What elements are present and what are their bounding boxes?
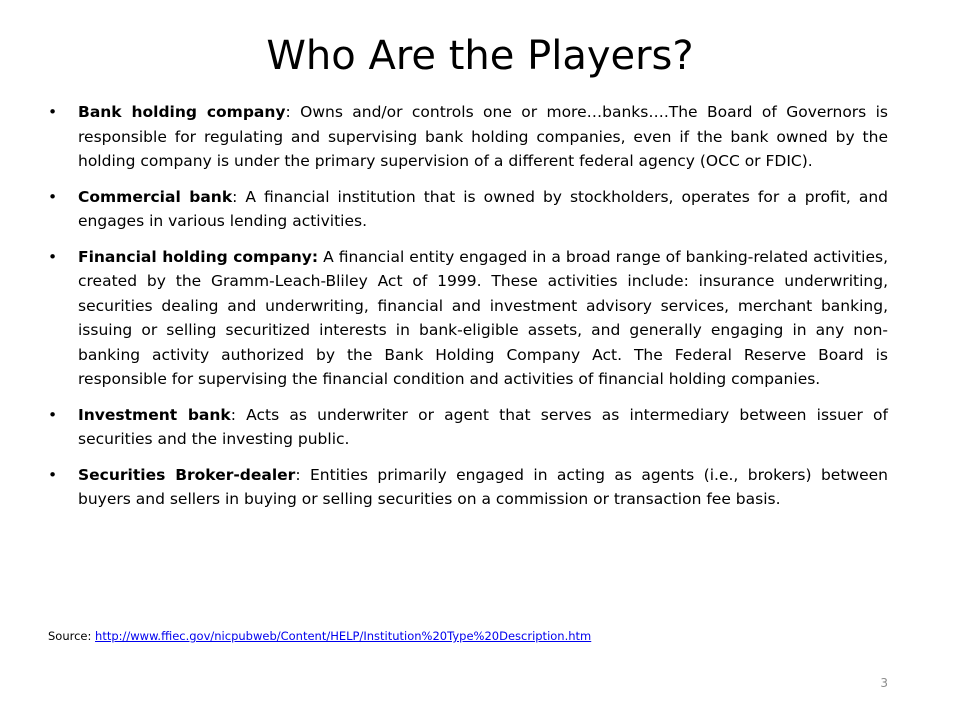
bullet-icon: • <box>48 405 58 424</box>
bullet-icon: • <box>48 103 58 121</box>
definition-text: Owns and/or controls one or more…banks….The Board of Governors is responsible for regulating and supervising bank holding companies, even if the bank owned by the holding company is under the primary supervision of a different federal agency (OCC or FDIC). <box>78 103 889 170</box>
term-separator: : <box>285 103 291 121</box>
bullet-icon: • <box>48 247 58 266</box>
bullet-item-bank-holding-company <box>48 100 888 174</box>
bullet-list <box>48 100 888 523</box>
bullet-item-securities-broker-dealer <box>48 463 888 512</box>
term-separator: : <box>230 405 236 424</box>
bullet-icon: • <box>48 465 58 484</box>
definition-text: Entities primarily engaged in acting as agents (i.e., brokers) between buyers and sellers in buying or selling securities on a commission or transaction fee basis. <box>78 465 888 508</box>
term-separator: : <box>295 465 301 484</box>
source-link[interactable]: http://www.ffiec.gov/nicpubweb/Content/HELP/Institution%20Type%20Description.htm <box>95 629 592 643</box>
source-label: Source: <box>48 629 92 643</box>
definition-text: A financial institution that is owned by stockholders, operates for a profit, and engages in various lending activities. <box>78 187 888 230</box>
bullet-icon: • <box>48 187 58 206</box>
bullet-item-financial-holding-company <box>48 245 888 392</box>
bullet-item-investment-bank <box>48 403 888 452</box>
source-citation <box>48 628 591 644</box>
bullet-item-commercial-bank <box>48 185 888 234</box>
term-label: Bank holding company <box>78 103 286 121</box>
term-separator: : <box>232 187 238 206</box>
page-number: 3 <box>880 676 888 690</box>
term-label: Financial holding company: <box>78 247 319 266</box>
slide-title: Who Are the Players? <box>266 33 694 79</box>
definition-text: Acts as underwriter or agent that serves as intermediary between issuer of securities and the investing public. <box>78 405 888 448</box>
term-label: Securities Broker-dealer <box>78 465 296 484</box>
term-label: Commercial bank <box>78 187 233 206</box>
term-label: Investment bank <box>78 405 231 424</box>
definition-text: A financial entity engaged in a broad range of banking-related activities, created by the Gramm-Leach-Bliley Act of 1999. These activities include: insurance underwriting, securities dealing and underwriting, financial and investment advisory services, merchant banking, issuing or selling securitized interests in bank-eligible assets, and generally engaging in any non-banking activity authorized by the Bank Holding Company Act. The Federal Reserve Board is responsible for supervising the financial condition and activities of financial holding companies. <box>78 247 888 388</box>
